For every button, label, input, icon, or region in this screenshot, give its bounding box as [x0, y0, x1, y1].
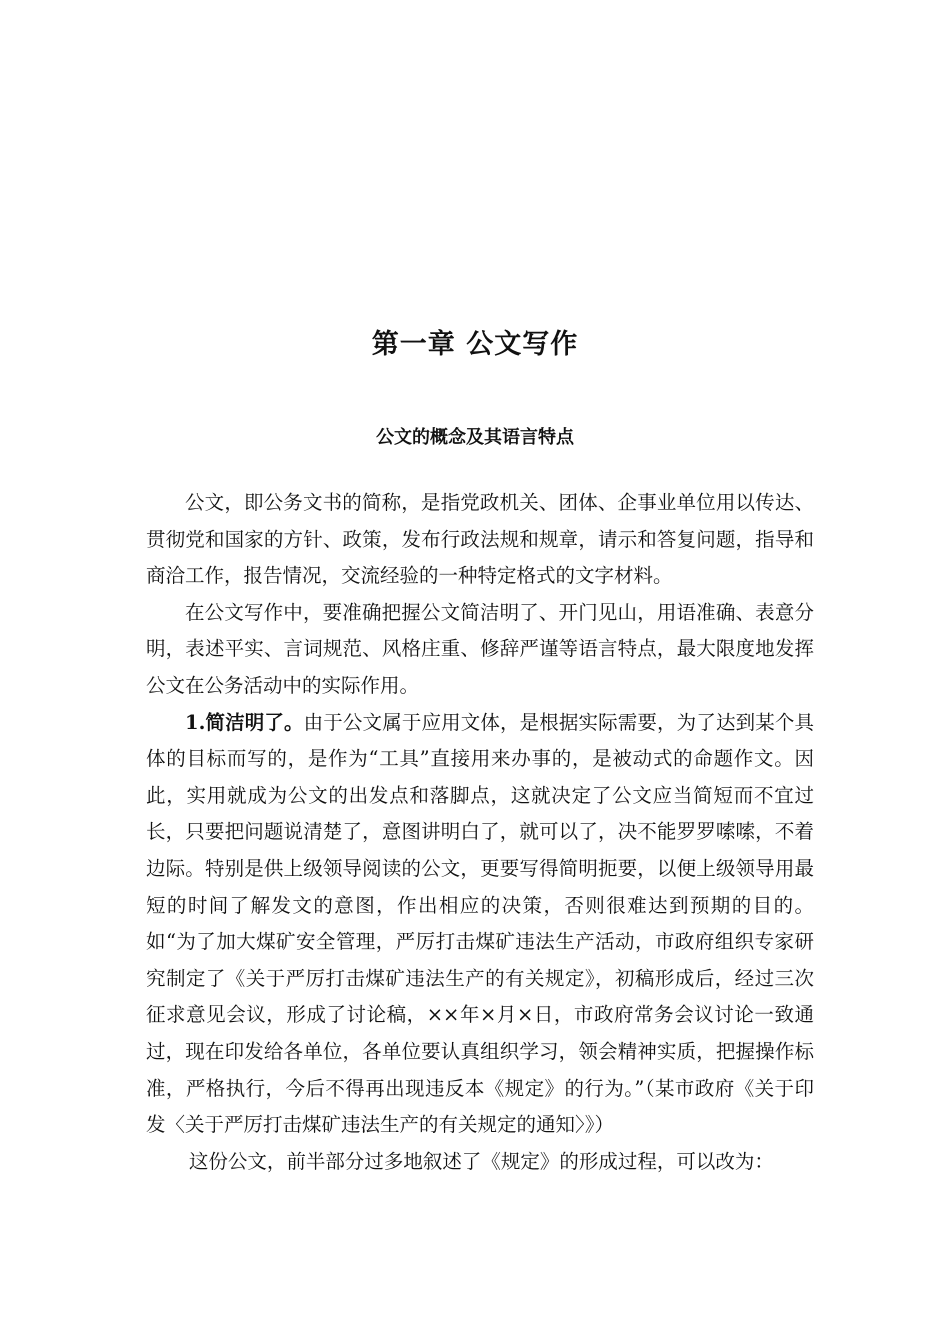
paragraph-concise [146, 705, 814, 1144]
point-body: 由于公文属于应用文体，是根据实际需要，为了达到某个具体的目标而写的，是作为“工具”直接用来办事的，是被动式的命题作文。因此，实用就成为公文的出发点和落脚点，这就决定了公文应当简短而不宜过长，只要把问题说清楚了，意图讲明白了，就可以了，决不能罗罗嗦嗦，不着边际。特别是供上级领导阅读的公文，更要写得简明扼要，以便上级领导用最短的时间了解发文的意图，作出相应的决策，否则很难达到预期的目的。如“为了加大煤矿安全管理，严厉打击煤矿违法生产活动，市政府组织专家研究制定了《关于严厉打击煤矿违法生产的有关规定》，初稿形成后，经过三次征求意见会议，形成了讨论稿，××年×月×日，市政府常务会议讨论一致通过，现在印发给各单位，各单位要认真组织学习，领会精神实质，把握操作标准，严格执行，今后不得再出现违反本《规定》的行为。”（某市政府《关于印发〈关于严厉打击煤矿违法生产的有关规定的通知〉》） [146, 710, 814, 1137]
section-title: 公文的概念及其语言特点 [376, 427, 574, 448]
paragraph-revision-note: 这份公文，前半部分过多地叙述了《规定》的形成过程，可以改为： [188, 1149, 774, 1173]
paragraph-definition: 公文，即公务文书的简称，是指党政机关、团体、企事业单位用以传达、贯彻党和国家的方针、政策，发布行政法规和规章，请示和答复问题，指导和商洽工作，报告情况，交流经验的一种特定格式的文字材料。 [146, 491, 814, 588]
chapter-title: 第一章 公文写作 [371, 329, 579, 360]
body-text [146, 485, 814, 1180]
point-heading: 1.简洁明了。 [185, 710, 304, 734]
paragraph-language-features: 在公文写作中，要准确把握公文简洁明了、开门见山，用语准确、表意分明，表述平实、言词规范、风格庄重、修辞严谨等语言特点，最大限度地发挥公文在公务活动中的实际作用。 [146, 600, 814, 697]
